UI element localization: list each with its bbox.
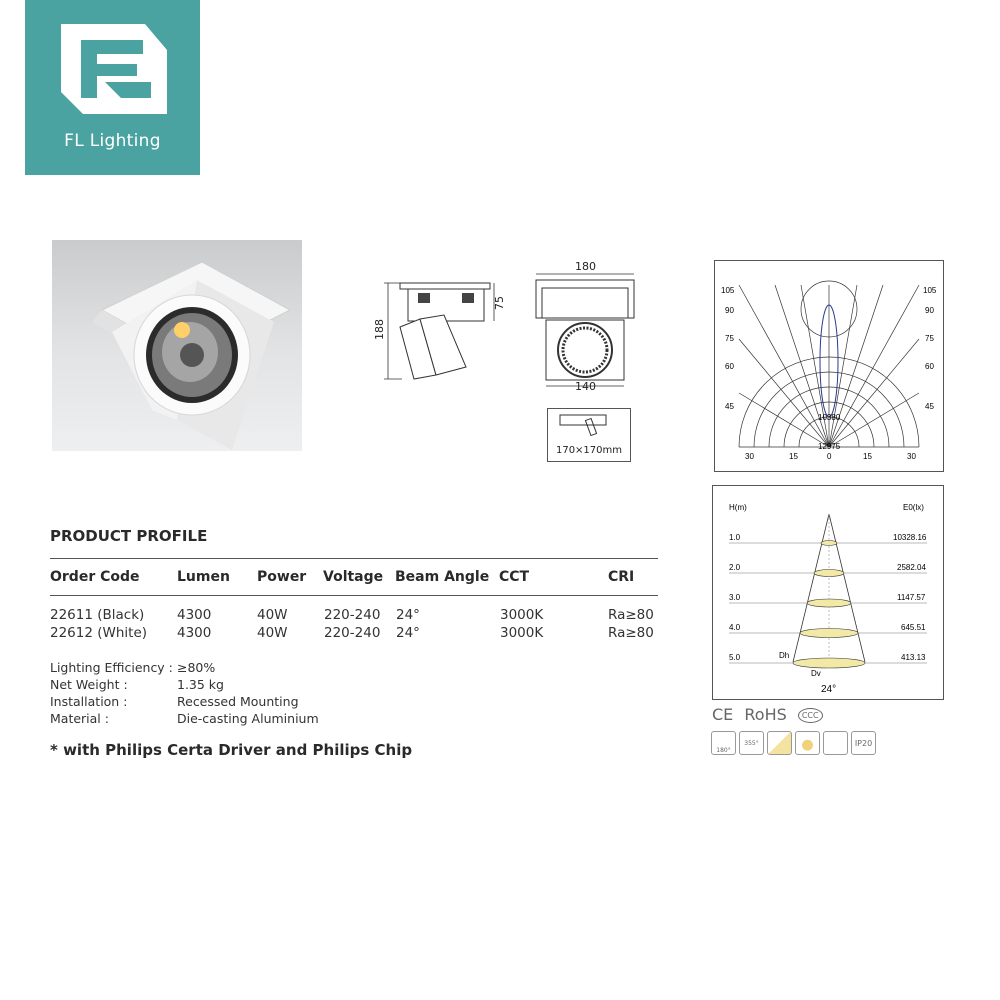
polar-left-105: 105 — [721, 286, 735, 295]
row1-power: 40W — [257, 607, 288, 623]
illum-lux-3: 1147.57 — [897, 593, 926, 602]
polar-left-60: 60 — [725, 362, 734, 371]
polar-ring-1: 10380 — [818, 413, 841, 422]
driver-note: * with Philips Certa Driver and Philips Chip — [50, 741, 413, 759]
polar-left-45: 45 — [725, 402, 734, 411]
polar-left-90: 90 — [725, 306, 734, 315]
polar-right-90: 90 — [925, 306, 934, 315]
logo-mark-icon — [25, 0, 200, 125]
header-cri: CRI — [608, 569, 635, 585]
illum-dh: Dh — [779, 651, 790, 660]
illuminance-cone — [713, 486, 943, 699]
illum-lux-2: 2582.04 — [897, 563, 926, 572]
side-height-label: 188 — [373, 319, 386, 340]
row2-cct: 3000K — [500, 625, 544, 641]
front-width-label: 180 — [575, 260, 596, 273]
polar-right-60: 60 — [925, 362, 934, 371]
cert-row — [712, 705, 823, 724]
side-view-drawing — [370, 275, 510, 390]
ip-rating-icon: IP20 — [851, 731, 876, 755]
illum-lux-4: 645.51 — [901, 623, 926, 632]
polar-bottom-30-left: 30 — [745, 452, 754, 461]
illum-height-1: 1.0 — [729, 533, 741, 542]
spot-light-icon — [795, 731, 820, 755]
polar-bottom-15-left: 15 — [789, 452, 798, 461]
feature-icons — [711, 731, 876, 755]
polar-right-75: 75 — [925, 334, 934, 343]
row2-power: 40W — [257, 625, 288, 641]
spec-material-value: Die-casting Aluminium — [177, 711, 319, 726]
illum-beam-angle: 24° — [821, 684, 837, 695]
header-lumen: Lumen — [177, 569, 230, 585]
spec-installation-label: Installation : — [50, 694, 128, 709]
rohs-mark-icon: RoHS — [744, 705, 787, 724]
illum-height-4: 4.0 — [729, 623, 741, 632]
front-view-drawing — [530, 260, 640, 395]
front-inner-label: 140 — [575, 380, 596, 393]
illum-height-2: 2.0 — [729, 563, 741, 572]
polar-ring-2: 12975 — [818, 442, 841, 451]
header-voltage: Voltage — [323, 569, 384, 585]
illuminance-chart — [712, 485, 944, 700]
header-beam-angle: Beam Angle — [395, 569, 490, 585]
polar-right-105: 105 — [923, 286, 937, 295]
polar-bottom-15-right: 15 — [863, 452, 872, 461]
spec-efficiency-label: Lighting Efficiency : — [50, 660, 173, 675]
row2-voltage: 220-240 — [324, 625, 381, 641]
row1-beam-angle: 24° — [396, 607, 420, 623]
cutout-box — [547, 408, 631, 462]
profile-top-rule — [50, 558, 658, 559]
row1-cct: 3000K — [500, 607, 544, 623]
header-cct: CCT — [499, 569, 530, 585]
illum-e-label: E0(lx) — [903, 503, 924, 512]
header-power: Power — [257, 569, 307, 585]
row1-lumen: 4300 — [177, 607, 212, 623]
ce-mark-icon: CE — [712, 705, 734, 724]
profile-header-rule — [50, 595, 658, 596]
header-order-code: Order Code — [50, 569, 140, 585]
dim-icon — [823, 731, 848, 755]
spec-installation-value: Recessed Mounting — [177, 694, 299, 709]
polar-grid — [715, 261, 943, 471]
spec-efficiency-value: ≥80% — [177, 660, 216, 675]
product-photo — [52, 240, 302, 451]
row1-order-code: 22611 (Black) — [50, 607, 145, 623]
row1-voltage: 220-240 — [324, 607, 381, 623]
illum-lux-1: 10328.16 — [893, 533, 927, 542]
tilt-icon — [767, 731, 792, 755]
brand-name: FL Lighting — [64, 131, 161, 151]
profile-title: PRODUCT PROFILE — [50, 527, 208, 545]
illum-dv: Dv — [811, 669, 821, 678]
illum-lux-5: 413.13 — [901, 653, 926, 662]
rotate-355-icon: 355° — [739, 731, 764, 755]
side-depth-label: 75 — [493, 296, 506, 310]
rotate-180-icon: 180° — [711, 731, 736, 755]
row2-order-code: 22612 (White) — [50, 625, 148, 641]
polar-diagram — [714, 260, 944, 472]
row2-cri: Ra≥80 — [608, 625, 654, 641]
illum-height-5: 5.0 — [729, 653, 741, 662]
polar-bottom-0: 0 — [827, 452, 832, 461]
downlight-image — [52, 240, 302, 451]
polar-left-75: 75 — [725, 334, 734, 343]
illum-h-label: H(m) — [729, 503, 747, 512]
spec-weight-value: 1.35 kg — [177, 677, 224, 692]
illum-height-3: 3.0 — [729, 593, 741, 602]
row1-cri: Ra≥80 — [608, 607, 654, 623]
ccc-mark-icon: CCC — [798, 708, 823, 723]
polar-right-45: 45 — [925, 402, 934, 411]
spec-material-label: Material : — [50, 711, 109, 726]
polar-bottom-30-right: 30 — [907, 452, 916, 461]
row2-beam-angle: 24° — [396, 625, 420, 641]
cutout-label: 170×170mm — [555, 445, 623, 456]
row2-lumen: 4300 — [177, 625, 212, 641]
cutout-icon — [548, 409, 630, 439]
brand-logo — [25, 0, 200, 175]
spec-weight-label: Net Weight : — [50, 677, 128, 692]
